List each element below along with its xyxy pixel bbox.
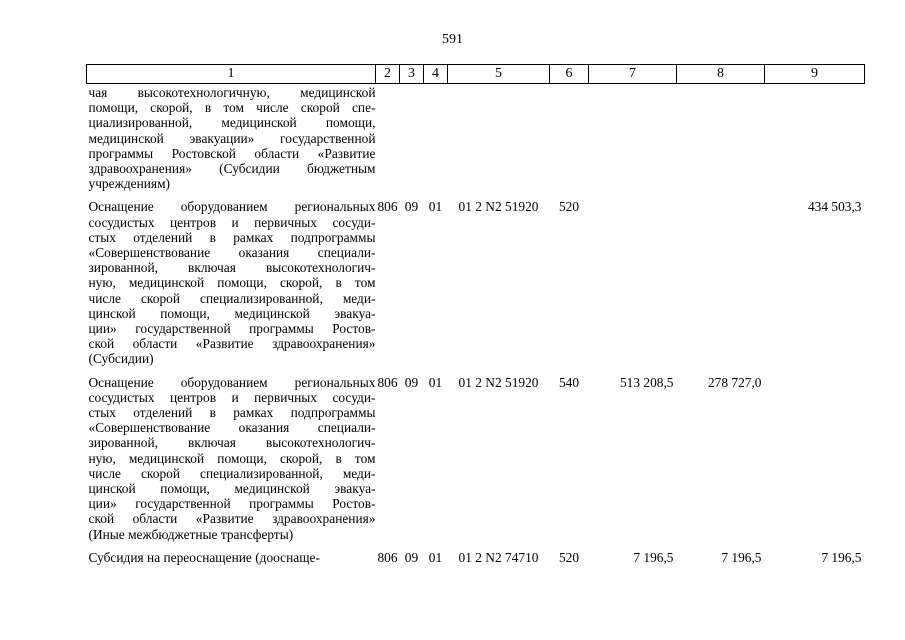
description-line: Оснащение оборудованием региональных — [88, 374, 376, 390]
description-line: зированной, включая высокотехнологич- — [88, 260, 376, 276]
cell-section-code — [400, 84, 424, 200]
description-line: (Субсидии) — [88, 351, 154, 367]
column-header: 2 — [376, 65, 400, 84]
row-description — [87, 199, 376, 374]
cell-amount-year-2: 278 727,0 — [707, 374, 762, 390]
cell-amount-year-3 — [765, 375, 865, 550]
cell-amount-year-1: 513 208,5 — [619, 374, 674, 390]
column-header: 3 — [400, 65, 424, 84]
description-line: программы Ростовской области «Развитие — [88, 145, 376, 161]
cell-expense-type: 520 — [558, 549, 580, 565]
cell-amount-year-2: 7 196,5 — [721, 549, 762, 565]
cell-subsection-code: 01 — [428, 549, 443, 565]
row-description — [87, 375, 376, 550]
description-line: числе скорой специализированной, меди- — [88, 290, 376, 306]
description-line: ской области «Развитие здравоохранения» — [88, 336, 376, 352]
description-line: ную, медицинской помощи, скорой, в том — [88, 275, 376, 291]
column-header: 1 — [87, 65, 376, 84]
description-line: учреждениям) — [88, 176, 171, 192]
cell-expense-type: 520 — [558, 199, 580, 215]
cell-expense-type: 540 — [558, 374, 580, 390]
description-line: помощи, скорой, в том числе скорой спе- — [88, 100, 376, 116]
table-row — [87, 84, 865, 200]
description-line: «Совершенствование оказания специали- — [88, 420, 376, 436]
row-description — [87, 84, 376, 200]
table-row — [87, 550, 865, 573]
column-header: 5 — [448, 65, 550, 84]
cell-amount-year-1 — [589, 84, 677, 200]
table-row — [87, 375, 865, 550]
column-header: 4 — [424, 65, 448, 84]
description-line: ской области «Развитие здравоохранения» — [88, 511, 376, 527]
description-line: циализированной, медицинской помощи, — [88, 115, 376, 131]
page-number: 591 — [442, 32, 463, 47]
description-line: (Иные межбюджетные трансферты) — [88, 526, 294, 542]
cell-subsection-code — [424, 84, 448, 200]
description-line: зированной, включая высокотехнологич- — [88, 435, 376, 451]
description-line: «Совершенствование оказания специали- — [88, 245, 376, 261]
cell-ministry-code: 806 — [377, 549, 398, 565]
description-line: Субсидия на переоснащение (дооснаще- — [88, 549, 320, 565]
cell-target-article: 01 2 N2 51920 — [458, 374, 539, 390]
description-line: цинской помощи, медицинской эвакуа- — [88, 481, 376, 497]
table-header-row — [87, 65, 865, 84]
description-line: здравоохранения» (Субсидии бюджетным — [88, 161, 376, 177]
cell-target-article — [448, 84, 550, 200]
cell-amount-year-2 — [677, 199, 765, 374]
description-line: цинской помощи, медицинской эвакуа- — [88, 305, 376, 321]
description-line: стых отделений в рамках подпрограммы — [88, 405, 376, 421]
description-line: стых отделений в рамках подпрограммы — [88, 229, 376, 245]
cell-section-code: 09 — [404, 199, 419, 215]
cell-ministry-code: 806 — [377, 374, 398, 390]
description-line: сосудистых центров и первичных сосуди- — [88, 214, 376, 230]
description-line: медицинской эвакуации» государственной — [88, 130, 376, 146]
table-row — [87, 199, 865, 374]
cell-subsection-code: 01 — [428, 374, 443, 390]
row-description — [87, 550, 376, 573]
column-header: 6 — [550, 65, 589, 84]
cell-ministry-code — [376, 84, 400, 200]
description-line: ции» государственной программы Ростов- — [88, 321, 376, 337]
description-line: числе скорой специализированной, меди- — [88, 465, 376, 481]
column-header: 8 — [677, 65, 765, 84]
description-line: Оснащение оборудованием региональных — [88, 199, 376, 215]
cell-expense-type — [550, 84, 589, 200]
cell-section-code: 09 — [404, 374, 419, 390]
column-header: 9 — [765, 65, 865, 84]
description-line: чая высокотехнологичную, медицинской — [88, 85, 376, 100]
cell-amount-year-3: 7 196,5 — [821, 549, 862, 565]
cell-ministry-code: 806 — [377, 199, 398, 215]
column-header: 7 — [589, 65, 677, 84]
cell-target-article: 01 2 N2 74710 — [458, 549, 539, 565]
cell-section-code: 09 — [404, 549, 419, 565]
budget-table — [86, 64, 865, 573]
cell-amount-year-2 — [677, 84, 765, 200]
cell-amount-year-1 — [589, 199, 677, 374]
description-line: сосудистых центров и первичных сосуди- — [88, 389, 376, 405]
description-line: ции» государственной программы Ростов- — [88, 496, 376, 512]
description-line: ную, медицинской помощи, скорой, в том — [88, 450, 376, 466]
cell-amount-year-3 — [765, 84, 865, 200]
cell-target-article: 01 2 N2 51920 — [458, 199, 539, 215]
cell-amount-year-3: 434 503,3 — [807, 199, 862, 215]
cell-amount-year-1: 7 196,5 — [633, 549, 674, 565]
cell-subsection-code: 01 — [428, 199, 443, 215]
